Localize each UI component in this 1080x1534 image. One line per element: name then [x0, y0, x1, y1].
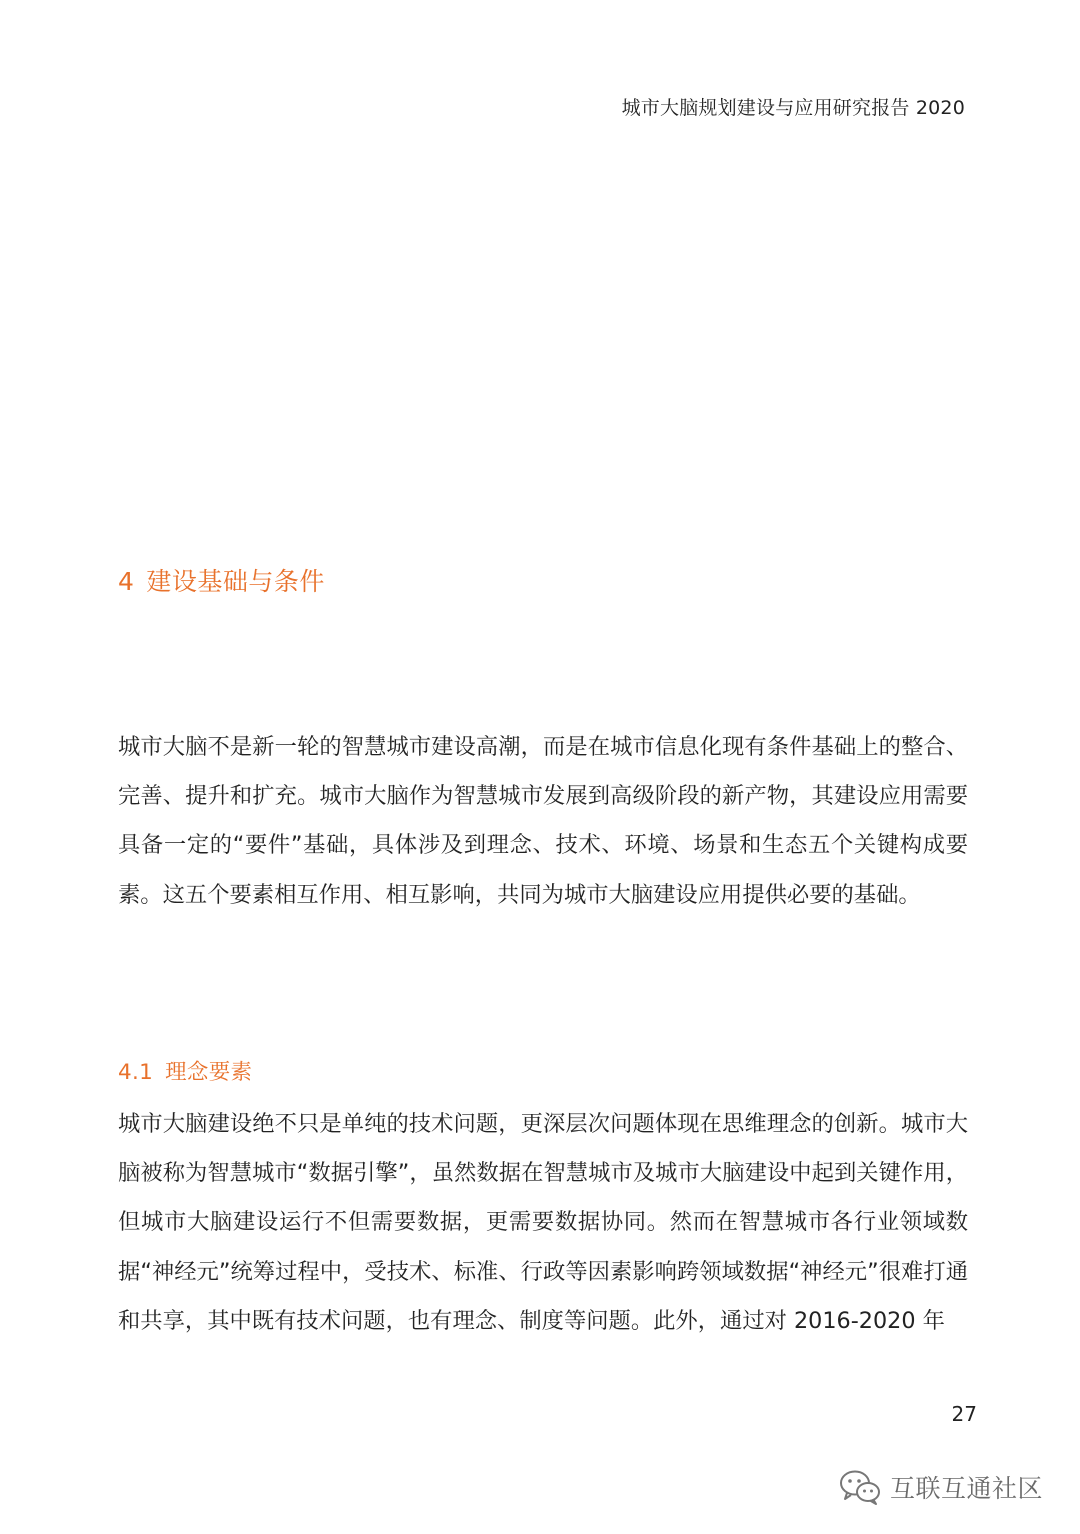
section-title: 建设基础与条件 — [146, 567, 325, 596]
wechat-icon — [838, 1467, 882, 1507]
section-intro-paragraph: 城市大脑不是新一轮的智慧城市建设高潮，而是在城市信息化现有条件基础上的整合、完善、提升和扩充。城市大脑作为智慧城市发展到高级阶段的新产物，其建设应用需要具备一定的“要件”基础，具体涉及到理念、技术、环境、场景和生态五个关键构成要素。这五个要素相互作用、相互影响，共同为城市大脑建设应用提供必要的基础。 — [118, 734, 968, 908]
section-number: 4 — [118, 567, 135, 596]
subsection-body-paragraph: 城市大脑建设绝不只是单纯的技术问题，更深层次问题体现在思维理念的创新。城市大脑被称为智慧城市“数据引擎”，虽然数据在智慧城市及城市大脑建设中起到关键作用，但城市大脑建设运行不但需要数据，更需要数据协同。然而在智慧城市各行业领域数据“神经元”统筹过程中，受技术、标准、行政等因素影响跨领域数据“神经元”很难打通和共享，其中既有技术问题，也有理念、制度等问题。此外，通过对 2016-2020 年 — [118, 1111, 968, 1334]
watermark-text: 互联互通社区 — [890, 1474, 1044, 1503]
subsection-title: 理念要素 — [165, 1060, 253, 1085]
subsection-heading — [118, 1055, 252, 1086]
running-header: 城市大脑规划建设与应用研究报告 2020 — [621, 97, 965, 119]
watermark — [838, 1463, 1043, 1511]
subsection-number: 4.1 — [118, 1060, 154, 1085]
page-number: 27 — [951, 1402, 977, 1426]
section-heading — [118, 562, 325, 598]
